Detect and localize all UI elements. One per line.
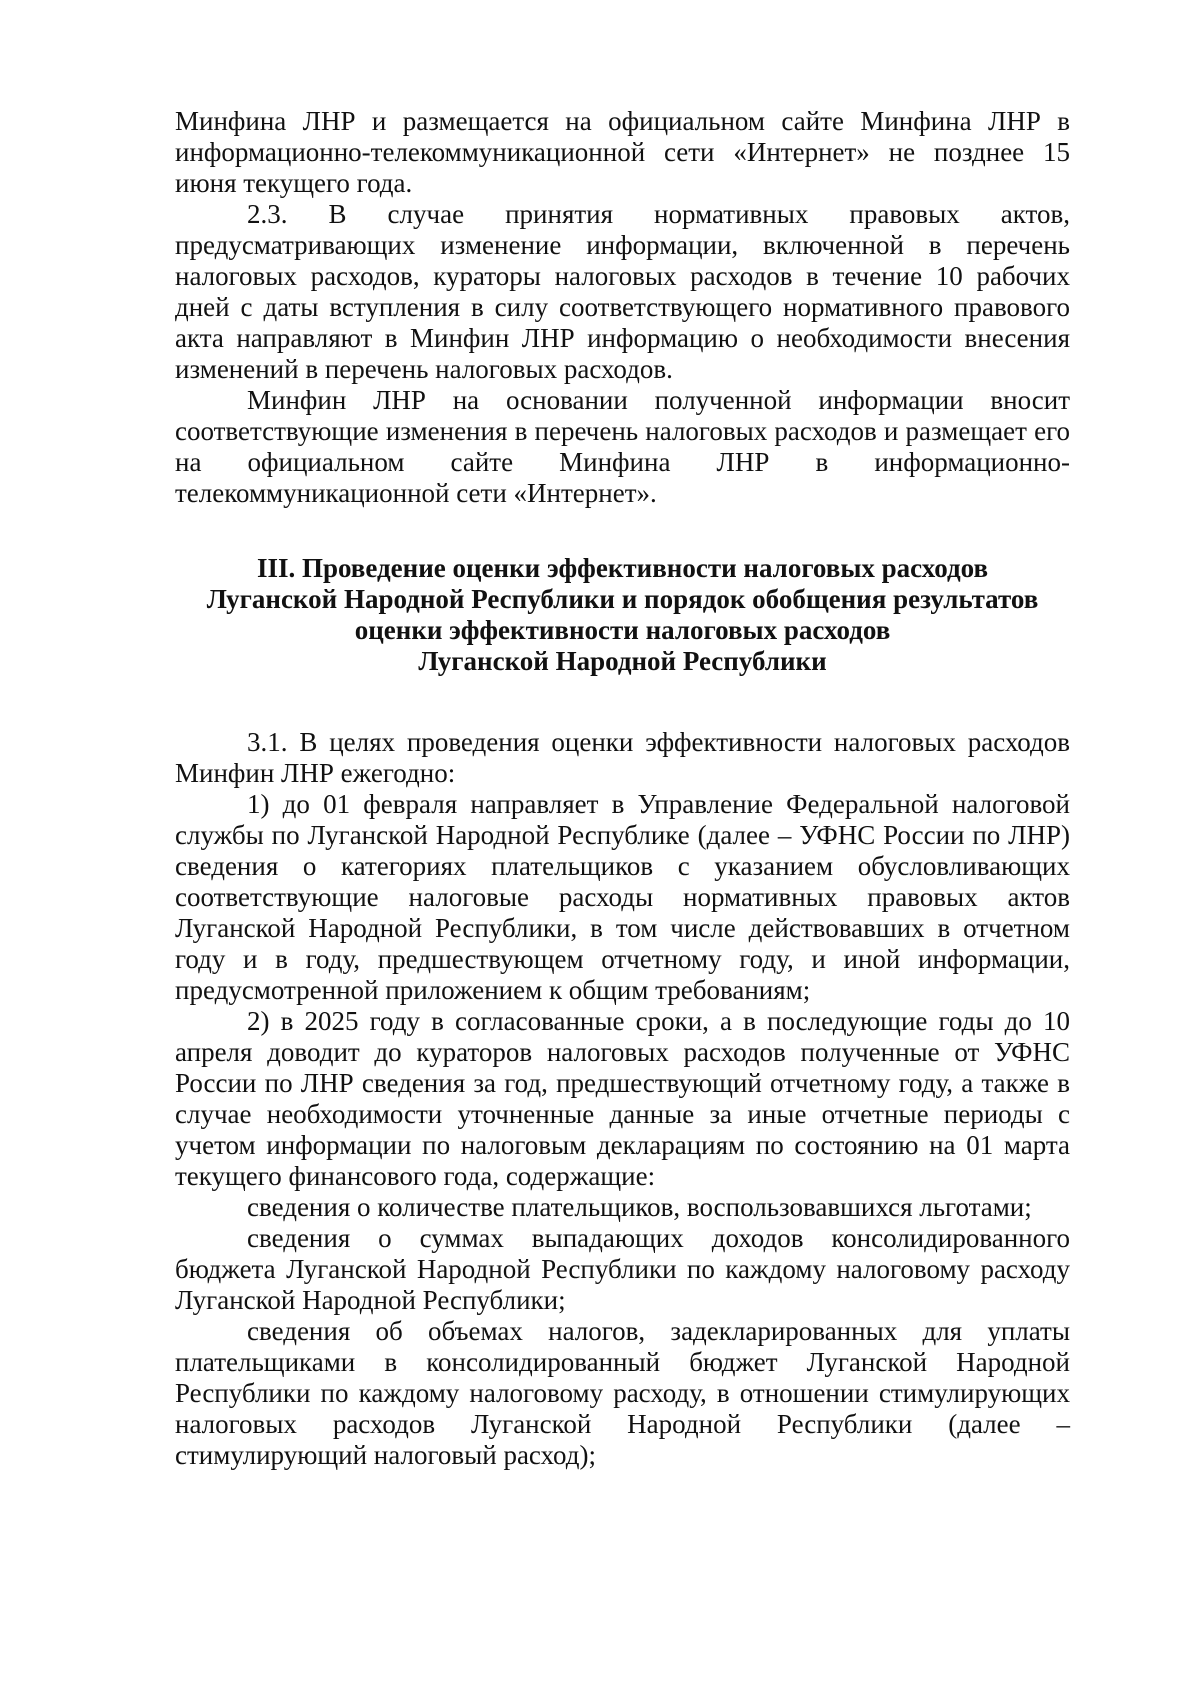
section-heading-line: Луганской Народной Республики и порядок обобщения результатов [206, 584, 1039, 614]
list-item-2: 2) в 2025 году в согласованные сроки, а в последующие годы до 10 апреля доводит до кураторов налоговых расходов полученные от УФНС России по ЛНР сведения за год, предшествующий отчетному году, а также в случае необходимости уточненные данные за иные отчетные периоды с учетом информации по налоговым декларациям по состоянию на 01 марта текущего финансового года, содержащие: [175, 1006, 1070, 1191]
sub-item-lost-revenue: сведения о суммах выпадающих доходов консолидированного бюджета Луганской Народной Республики по каждому налоговому расходу Луганской Народной Республики; [175, 1223, 1070, 1315]
paragraph-minfin-changes: Минфин ЛНР на основании полученной информации вносит соответствующие изменения в перечень налоговых расходов и размещает его на официальном сайте Минфина ЛНР в информационно-телекоммуникационной сети «Интернет». [175, 385, 1070, 508]
paragraph-2-3: 2.3. В случае принятия нормативных правовых актов, предусматривающих изменение информации, включенной в перечень налоговых расходов, кураторы налоговых расходов в течение 10 рабочих дней с даты вступления в силу соответствующего нормативного правового акта направляют в Минфин ЛНР информацию о необходимости внесения изменений в перечень налоговых расходов. [175, 199, 1070, 384]
sub-item-payers-count: сведения о количестве плательщиков, воспользовавшихся льготами; [247, 1192, 1032, 1222]
list-item-1: 1) до 01 февраля направляет в Управление Федеральной налоговой службы по Луганской Народной Республике (далее – УФНС России по ЛНР) сведения о категориях плательщиков с указанием обусловливающих соответствующие налоговые расходы нормативных правовых актов Луганской Народной Республики, в том числе действовавших в отчетном году и в году, предшествующем отчетному году, и иной информации, предусмотренной приложением к общим требованиям; [175, 789, 1070, 1005]
paragraph-continuation: Минфина ЛНР и размещается на официальном сайте Минфина ЛНР в информационно-телекоммуникационной сети «Интернет» не позднее 15 июня текущего года. [175, 106, 1070, 198]
section-heading-line: оценки эффективности налоговых расходов [354, 615, 891, 645]
section-heading-line: Луганской Народной Республики [418, 646, 827, 676]
section-heading-line: III. Проведение оценки эффективности налоговых расходов [256, 553, 989, 583]
paragraph-3-1: 3.1. В целях проведения оценки эффективности налоговых расходов Минфин ЛНР ежегодно: [175, 727, 1070, 788]
document-page [175, 106, 1070, 1471]
sub-item-declared-taxes: сведения об объемах налогов, задекларированных для уплаты плательщиками в консолидированный бюджет Луганской Народной Республики по каждому налоговому расходу, в отношении стимулирующих налоговых расходов Луганской Народной Республики (далее – стимулирующий налоговый расход); [175, 1316, 1070, 1470]
section-heading [175, 553, 1070, 677]
